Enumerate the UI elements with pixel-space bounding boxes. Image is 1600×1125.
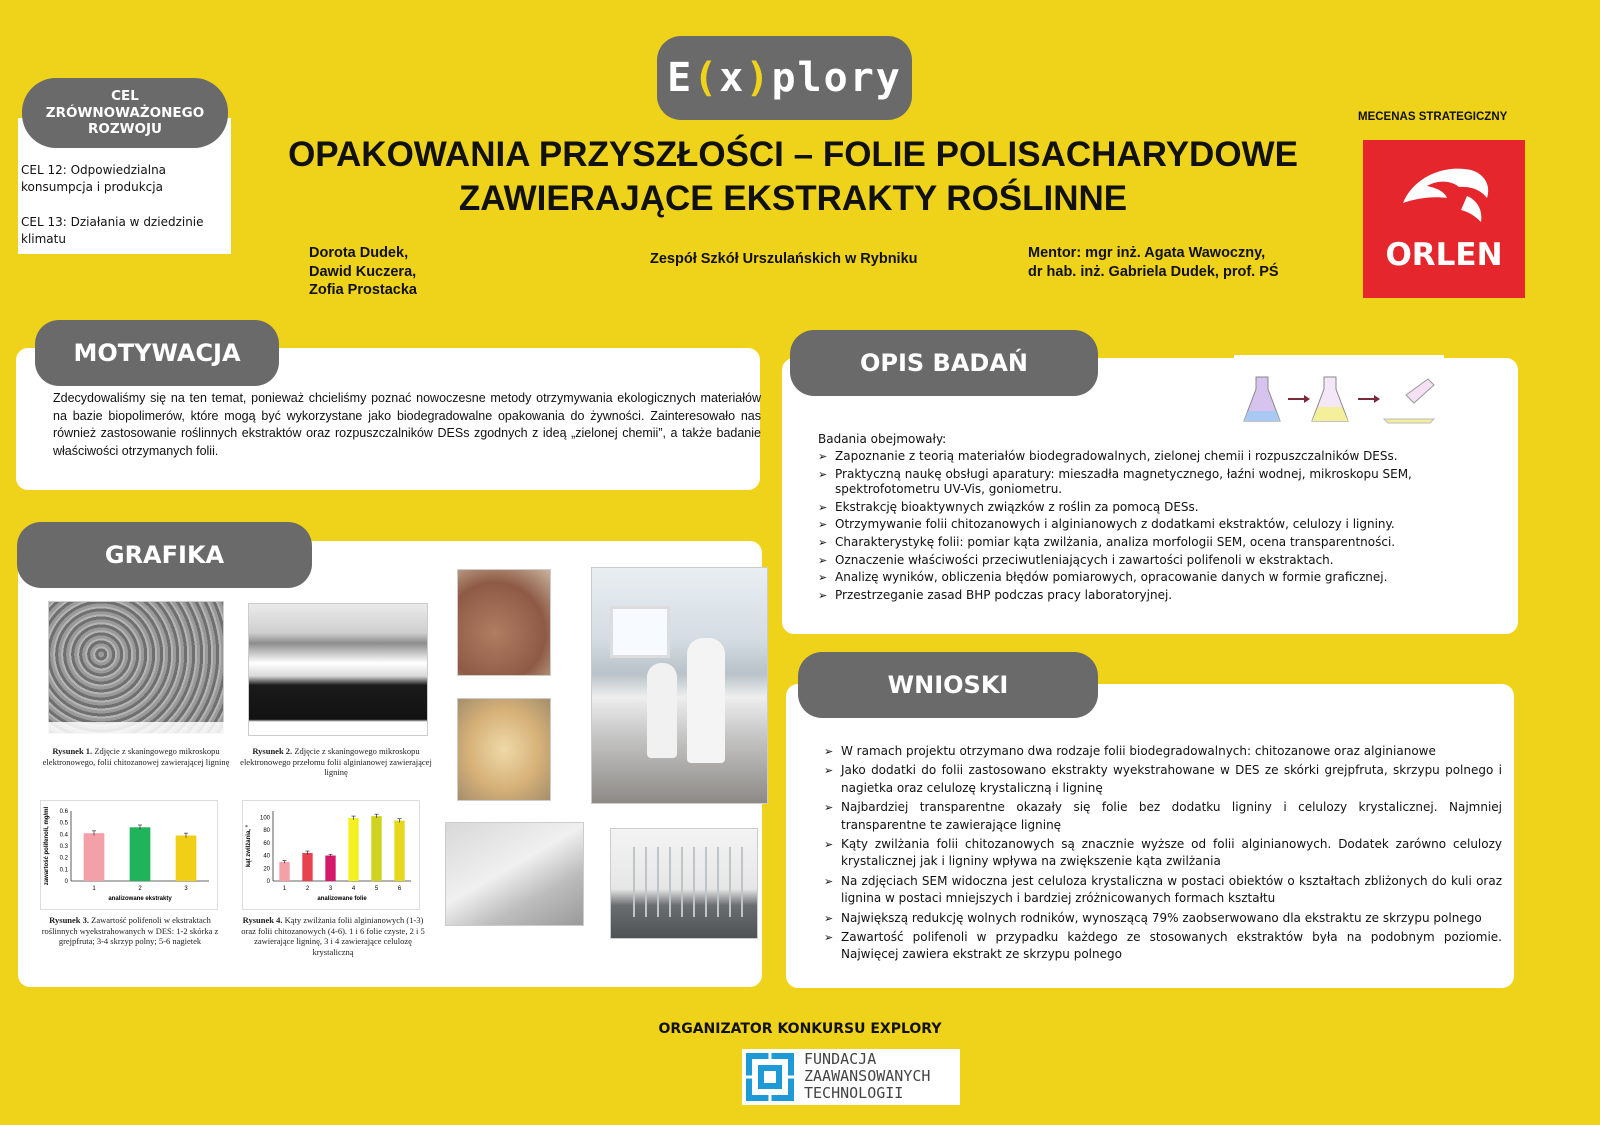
fig2-text: Zdjęcie z skaningowego mikroskopu elektronowego przełomu folii alginianowej zawierającej ligninę	[240, 746, 432, 778]
fig4-label: Rysunek 4.	[242, 915, 283, 925]
orlen-logo	[1363, 140, 1525, 298]
bar	[394, 821, 404, 881]
motywacja-heading: MOTYWACJA	[35, 320, 279, 386]
x-tick-label: 4	[351, 886, 356, 892]
tube-rack	[623, 847, 747, 917]
fig2-label: Rysunek 2.	[252, 746, 293, 756]
opis-item: ➢ Oznaczenie właściwości przeciwutleniających i zawartości polifenoli w ekstraktach.	[818, 553, 1418, 569]
opis-item: ➢ Praktyczną naukę obsługi aparatury: mieszadła magnetycznego, łaźni wodnej, mikroskopu SEM, spektrofotometru UV-Vis, goniometru.	[818, 467, 1418, 498]
opis-heading: OPIS BADAŃ	[790, 330, 1098, 396]
lab-window	[610, 606, 670, 658]
bar	[130, 827, 151, 881]
wnioski-item: ➢ Zawartość polifenoli w przypadku każdego ze stosowanych ekstraktów była na podobnym poziomie. Najwięcej zawiera ekstrakt ze skrzypu polnego	[824, 929, 1502, 964]
bar	[176, 836, 197, 882]
author-3: Zofia Prostacka	[309, 282, 417, 298]
y-tick-label: 0.1	[59, 867, 68, 874]
fig3-caption	[34, 915, 226, 947]
photo-brown-film	[457, 569, 551, 676]
bar	[279, 862, 289, 881]
lab-person-2	[647, 663, 677, 758]
y-tick-label: 0	[266, 879, 270, 885]
fig3-label: Rysunek 3.	[49, 915, 90, 925]
y-axis-label: zawartość polifenoli, mg/ml	[44, 806, 50, 886]
x-tick-label: 2	[138, 886, 142, 892]
y-tick-label: 20	[263, 866, 270, 873]
flask-diagram-icon	[1234, 355, 1444, 433]
opis-item: ➢ Otrzymywanie folii chitozanowych i alginianowych z dodatkami ekstraktów, celulozy i ligniny.	[818, 517, 1418, 533]
title-line1: OPAKOWANIA PRZYSZŁOŚCI – FOLIE POLISACHARYDOWE	[288, 135, 1298, 174]
grafika-heading: GRAFIKA	[17, 522, 312, 588]
motywacja-text: Zdecydowaliśmy się na ten temat, ponieważ chcieliśmy poznać nowoczesne metody otrzymywania ekologicznych materiałów na bazie biopolimerów, które mogą być wykorzystane jako biodegradowalne opakowania do żywności. Zainteresowało nas również zastosowanie roślinnych ekstraktów oraz rozpuszczalników DESs zgodnych z ideą „zielonej chemii”, a także badanie właściwości otrzymanych folii.	[53, 391, 761, 458]
wnioski-item: ➢ Na zdjęciach SEM widoczna jest celuloza krystaliczna w postaci obiektów o kształtach zbliżonych do kuli oraz lignina w postaci mniejszych i bardziej zróżnicowanych formach kształtu	[824, 873, 1502, 908]
y-tick-label: 0.4	[59, 832, 68, 839]
organizer-label: ORGANIZATOR KONKURSU EXPLORY	[658, 1021, 942, 1037]
title-line2: ZAWIERAJĄCE EKSTRAKTY ROŚLINNE	[458, 179, 1128, 218]
wnioski-item: ➢ W ramach projektu otrzymano dwa rodzaje folii biodegradowalnych: chitozanowe oraz alginianowe	[824, 743, 1502, 760]
y-tick-label: 0.3	[59, 844, 68, 850]
wnioski-item: ➢ Kąty zwilżania folii chitozanowych są znacznie wyższe od folii alginianowych. Dodatek zarówno celulozy krystalicznej jak i ligniny wpływa na zwiększenie kąta zwilżania	[824, 836, 1502, 871]
photo-transparent-film	[457, 698, 551, 801]
fzt-line2: ZAAWANSOWANYCH	[804, 1067, 931, 1085]
wnioski-item: ➢ Najbardziej transparentne okazały się folie bez dodatku ligniny i celulozy krystalicznej. Najmniej transparentne te zawierające ligninę	[824, 799, 1502, 834]
logo-e: E	[667, 55, 694, 101]
fig1-label: Rysunek 1.	[52, 746, 93, 756]
logo-plory: plory	[771, 55, 902, 101]
y-tick-label: 60	[263, 840, 270, 847]
sdg-title-line1: CEL	[111, 87, 139, 104]
opis-item: ➢ Zapoznanie z teorią materiałów biodegradowalnych, zielonej chemii i rozpuszczalników DESs.	[818, 449, 1418, 465]
photo-test-tubes	[610, 828, 758, 939]
y-tick-label: 0.5	[59, 820, 68, 827]
x-tick-label: 3	[328, 886, 333, 892]
x-tick-label: 5	[374, 886, 379, 892]
fig4-caption	[238, 915, 428, 958]
y-tick-label: 100	[259, 815, 270, 822]
sdg-title-line3: ROZWOJU	[87, 121, 162, 138]
fzt-text	[804, 1051, 930, 1102]
x-tick-label: 1	[92, 886, 96, 892]
explory-logo	[657, 36, 912, 120]
page-title	[238, 133, 1348, 221]
wnioski-heading: WNIOSKI	[798, 652, 1098, 718]
logo-paren-open: (	[693, 55, 720, 101]
y-tick-label: 0.2	[59, 855, 68, 862]
bar	[348, 818, 358, 881]
wnioski-item: ➢ Największą redukcję wolnych rodników, wynoszącą 79% zaobserwowano dla ekstraktu ze skrzypu polnego	[824, 910, 1502, 927]
x-axis-label: analizowane ekstrakty	[108, 896, 172, 902]
opis-item: ➢ Przestrzeganie zasad BHP podczas pracy laboratoryjnej.	[818, 588, 1418, 604]
x-axis-label: analizowane folie	[317, 896, 367, 902]
fig2-caption	[236, 746, 436, 778]
bar	[302, 853, 312, 881]
fig1-text: Zdjęcie z skaningowego mikroskopu elektronowego, folii chitozanowej zawierającej ligninę	[42, 746, 230, 767]
bar	[84, 833, 105, 881]
fig4-text: Kąty zwilżania folii alginianowych (1-3) oraz folii chitozanowych (4-6). 1 i 6 folie czyste, 2 i 5 zawierające ligninę, 3 i 4 zawierające celulozę krystaliczną	[241, 915, 425, 957]
photo-film-peel	[445, 822, 584, 926]
bar	[325, 856, 335, 881]
sponsor-label: MECENAS STRATEGICZNY	[1358, 111, 1508, 123]
opis-item: ➢ Charakterystykę folii: pomiar kąta zwilżania, analiza morfologii SEM, ocena transparentności.	[818, 535, 1418, 551]
x-tick-label: 1	[282, 886, 287, 892]
logo-paren-close: )	[745, 55, 772, 101]
sdg-title-line2: ZRÓWNOWAŻONEGO	[45, 104, 205, 121]
lab-person-1	[687, 638, 725, 763]
y-tick-label: 0.6	[59, 809, 68, 815]
contact-angle-chart	[242, 800, 420, 910]
fig1-caption	[40, 746, 232, 767]
x-tick-label: 6	[397, 886, 402, 892]
sem-image-chitosan	[48, 601, 224, 734]
fzt-emblem-icon	[742, 1049, 798, 1105]
y-tick-label: 0	[64, 879, 68, 885]
x-tick-label: 2	[305, 886, 310, 892]
sem-image-alginate	[248, 603, 428, 736]
sdg-title-pill	[22, 78, 228, 148]
author-1: Dorota Dudek,	[309, 245, 409, 261]
opis-list	[818, 449, 1418, 605]
sem-1-scalebar	[48, 722, 224, 734]
fig3-text: Zawartość polifenoli w ekstraktach roślinnych wyekstrahowanych w DES: 1-2 skórka z grejpfruta; 3-4 skrzyp polny; 5-6 nagietek	[41, 915, 219, 947]
y-tick-label: 40	[263, 853, 270, 860]
sponsor-name: ORLEN	[1385, 237, 1503, 273]
wnioski-item: ➢ Jako dodatki do folii zastosowano ekstrakty wyekstrahowane w DES ze skórki grejpfruta, skrzypu polnego i nagietka oraz celulozę krystaliczną i ligninę	[824, 762, 1502, 797]
mentors	[1028, 244, 1279, 282]
sdg-goal-13: CEL 13: Działania w dziedzinie klimatu	[21, 215, 204, 246]
authors	[309, 244, 417, 300]
bar	[371, 816, 381, 881]
x-tick-label: 3	[184, 886, 188, 892]
opis-intro: Badania obejmowały:	[818, 432, 947, 446]
y-tick-label: 80	[263, 828, 270, 835]
opis-item: ➢ Ekstrakcję bioaktywnych związków z roślin za pomocą DESs.	[818, 500, 1418, 516]
opis-item: ➢ Analizę wyników, obliczenia błędów pomiarowych, opracowanie danych w formie graficznej.	[818, 570, 1418, 586]
eagle-icon	[1363, 140, 1525, 250]
photo-lab-students	[591, 567, 768, 804]
school-name: Zespół Szkół Urszulańskich w Rybniku	[650, 251, 918, 267]
mentor-line1: Mentor: mgr inż. Agata Wawoczny,	[1028, 245, 1266, 261]
extraction-diagram	[1234, 355, 1444, 433]
mentor-line2: dr hab. inż. Gabriela Dudek, prof. PŚ	[1028, 264, 1279, 280]
fzt-line3: TECHNOLOGII	[804, 1084, 904, 1102]
sdg-goal-12: CEL 12: Odpowiedzialna konsumpcja i produkcja	[21, 163, 167, 194]
polyphenol-chart	[40, 800, 218, 910]
fzt-logo	[742, 1049, 960, 1105]
fzt-line1: FUNDACJA	[804, 1050, 877, 1068]
wnioski-list	[824, 743, 1502, 966]
logo-x: x	[719, 55, 746, 101]
y-axis-label: kąt zwilżania, °	[246, 824, 252, 868]
author-2: Dawid Kuczera,	[309, 263, 417, 280]
